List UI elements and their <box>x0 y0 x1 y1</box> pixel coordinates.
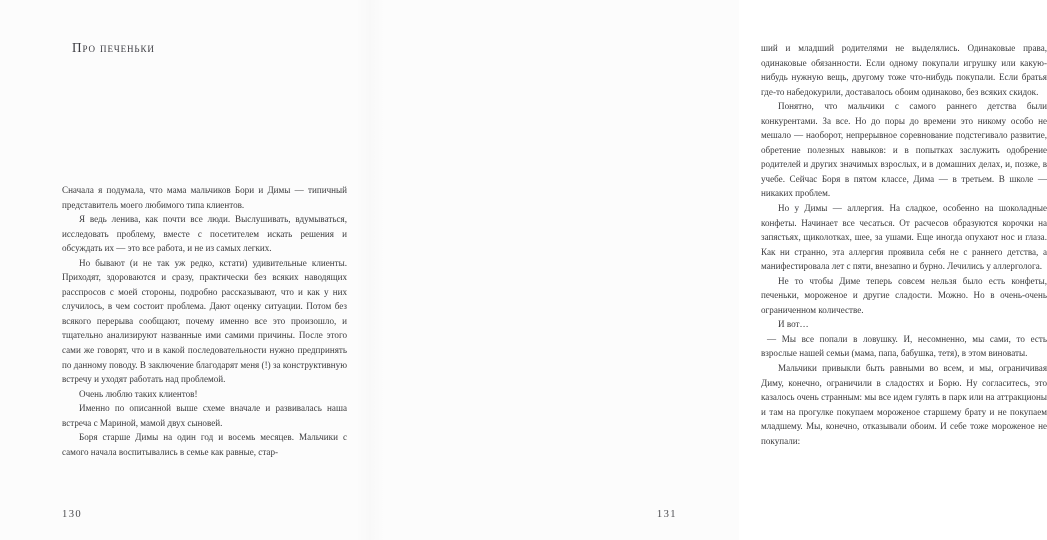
dialogue-paragraph: — Мы все попали в ловушку. И, несомненно, мы сами, то есть взрослые нашей семьи (мама, папа, бабушка, тетя), в этом виноваты. <box>761 333 1047 359</box>
paragraph: Сначала я подумала, что мама мальчиков Бори и Димы — типичный представитель моего любимого типа клиентов. <box>62 185 347 210</box>
paragraph: Не то чтобы Диме теперь совсем нельзя было есть конфеты, печеньки, мороженое и другие сладости. Можно. Но в очень-очень ограниченном количестве. <box>761 275 1047 315</box>
paragraph: Именно по описанной выше схеме вначале и развивалась наша встреча с Мариной, мамой двух сыновей. <box>62 403 347 428</box>
page-left <box>0 0 369 540</box>
paragraph: Боря старше Димы на один год и восемь месяцев. Мальчики с самого начала воспитывались в семье как равные, стар- <box>62 432 347 457</box>
page-number-left: 130 <box>62 509 83 520</box>
paragraph: ший и младший родителями не выделялись. Одинаковые права, одинаковые обязанности. Если одному покупали игрушку или какую-нибудь нужную вещь, другому тоже что-нибудь покупали. Если братья где-то набедокурили, доставалось обоим одинаково, без всяких скидок. <box>761 43 1047 97</box>
left-page-body <box>62 183 347 459</box>
paragraph: Но бывают (и не так уж редко, кстати) удивительные клиенты. Приходят, здороваются и сразу, практически без всяких наводящих расспросов с моей стороны, подробно рассказывают, что и как у них случилось, в чем состоит проблема. Дают оценку ситуации. Потом без всякого перерыва сообщают, почему именно все это произошло, и тщательно анализируют названные ими самими причины. После этого сами же говорят, что и в какой последовательности нужно предпринять по данному поводу. В заключение благодарят меня (!) за конструктивную встречу и уходят работать над проблемой. <box>62 257 347 385</box>
paragraph: И вот… <box>778 319 809 330</box>
chapter-title: Про печеньки <box>72 40 155 55</box>
paragraph: Но у Димы — аллергия. На сладкое, особенно на шоколадные конфеты. Начинает все чесаться. От расчесов образуются корочки на запястьях, щиколотках, шее, за ушами. Еще иногда опухают нос и глаза. Как ни странно, эта аллергия проявила себя не с раннего детства, а манифестировала лет с пяти, внезапно и бурно. Лечились у аллерголога. <box>761 203 1047 272</box>
paragraph: Понятно, что мальчики с самого раннего детства были конкурентами. За все. Но до поры до времени это никому особо не мешало — наоборот, непрерывное соревнование подстегивало развитие, обретение полезных навыков: и в попытках заслужить одобрение родителей и других значимых взрослых, и в домашних делах, и, позже, в учебе. Сейчас Боря в пятом классе, Дима — в третьем. В школе — никаких проблем. <box>761 101 1047 199</box>
paragraph: Я ведь ленива, как почти все люди. Выслушивать, вдумываться, исследовать проблему, вместе с посетителем искать решения и обсуждать их — это все работа, и не из самых легких. <box>62 214 347 254</box>
page-right <box>369 0 1047 540</box>
paragraph: Мальчики привыкли быть равными во всем, и мы, ограничивая Диму, конечно, ограничили в сладостях и Борю. Ну согласитесь, это казалось очень странным: мы все идем гулять в парк или на аттракционы и там на прогулке покупаем мороженое старшему брату и не покупаем младшему. Мы, конечно, отказывали обоим. И себе тоже мороженое не покупали: <box>761 363 1047 446</box>
right-page-body <box>761 41 1047 448</box>
paragraph: Очень люблю таких клиентов! <box>79 388 198 399</box>
page-number-right: 131 <box>656 509 677 520</box>
